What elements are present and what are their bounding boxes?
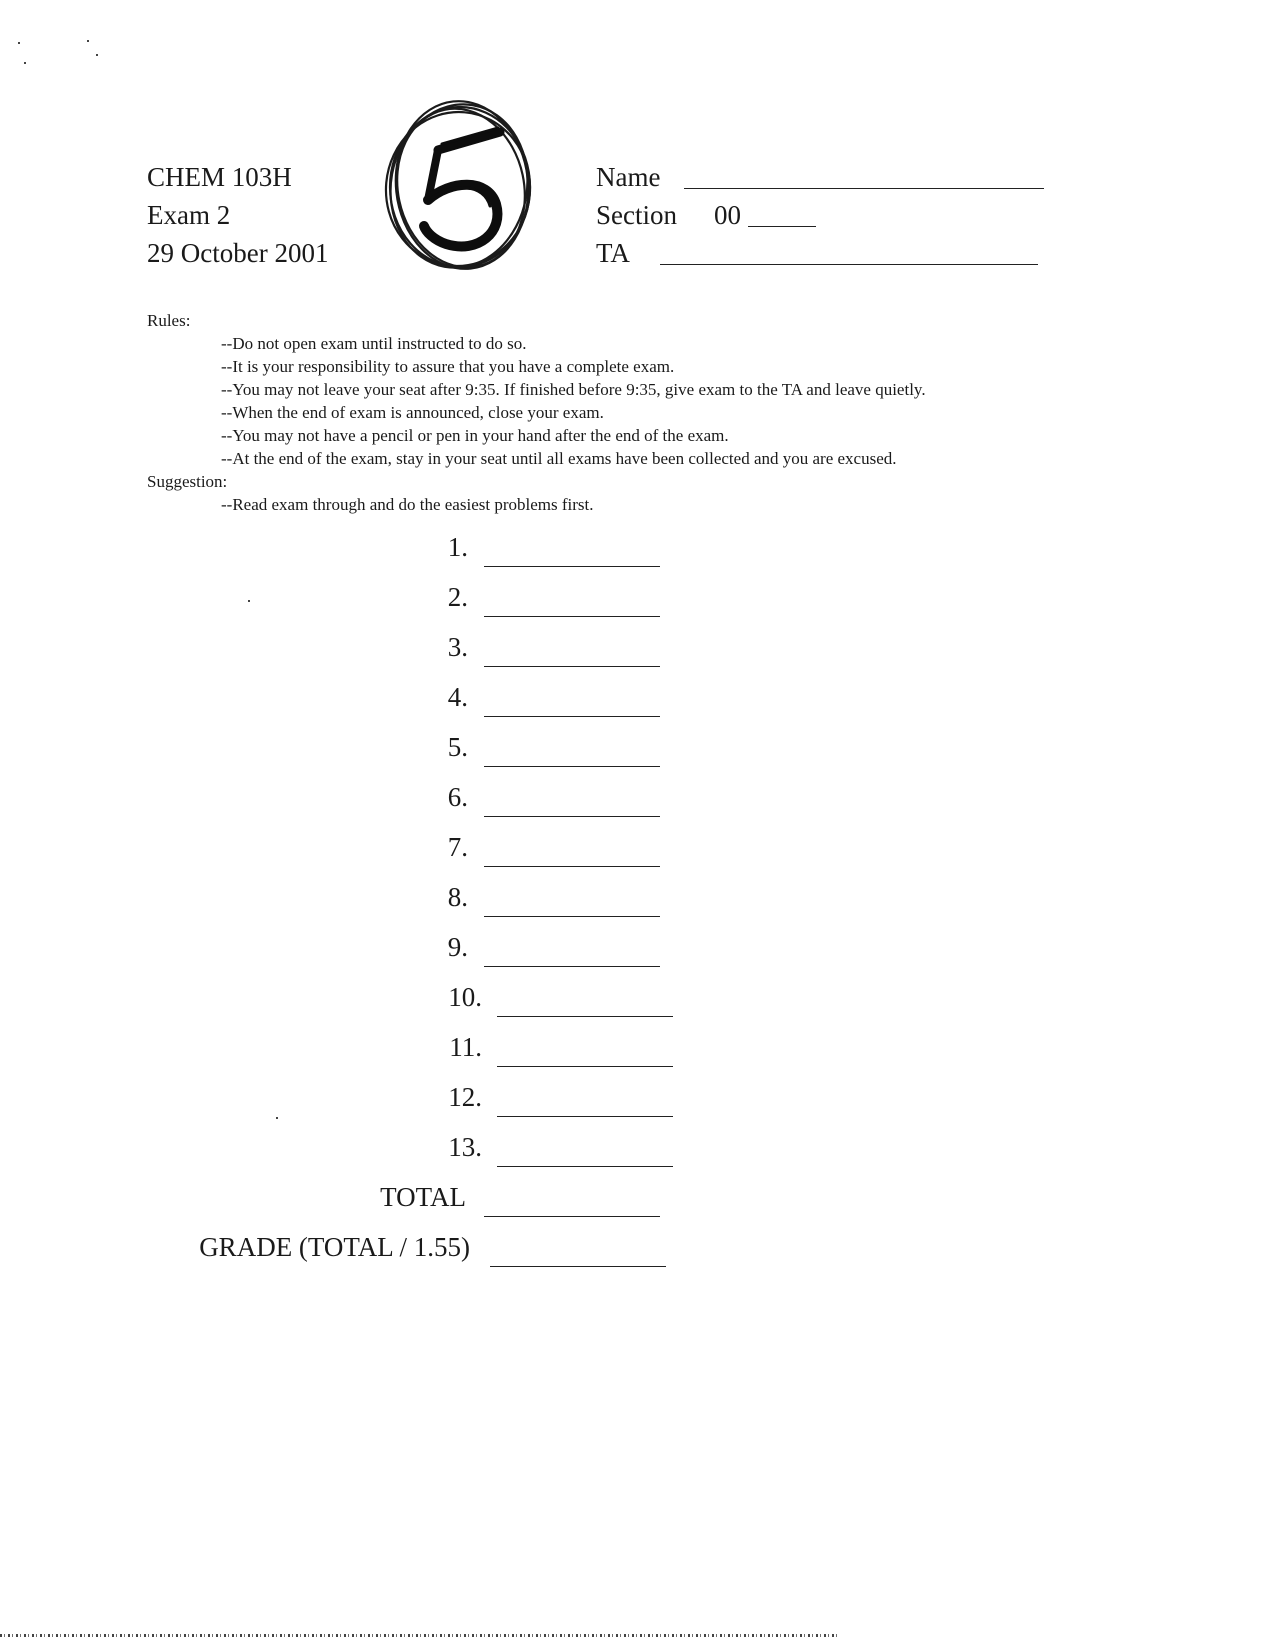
rule-item: --When the end of exam is announced, close your exam. (221, 403, 604, 422)
score-field[interactable] (497, 1166, 673, 1167)
score-row-11 (0, 1032, 1280, 1068)
scan-speck (96, 54, 98, 56)
problem-number: 2. (447, 582, 468, 612)
score-row-2 (0, 582, 1280, 618)
rules-section (147, 309, 926, 516)
score-field[interactable] (484, 666, 660, 667)
exam-header (147, 158, 328, 272)
rule-item: --You may not leave your seat after 9:35. If finished before 9:35, give exam to the TA and leave quietly. (221, 380, 926, 399)
score-field[interactable] (484, 616, 660, 617)
exam-number: Exam 2 (147, 200, 231, 230)
scan-edge-noise (0, 1634, 840, 1637)
ta-label: TA (596, 238, 630, 268)
ta-field[interactable] (660, 264, 1038, 265)
score-row-7 (0, 832, 1280, 868)
total-row (0, 1182, 1280, 1218)
score-field[interactable] (484, 816, 660, 817)
problem-number: 10. (448, 982, 482, 1012)
rule-item: --Do not open exam until instructed to do so. (221, 334, 527, 353)
score-row-6 (0, 782, 1280, 818)
score-row-5 (0, 732, 1280, 768)
problem-number: 9. (447, 932, 468, 962)
rule-item: --It is your responsibility to assure that you have a complete exam. (221, 357, 675, 376)
suggestion-item: --Read exam through and do the easiest problems first. (221, 495, 594, 514)
course-title: CHEM 103H (147, 162, 292, 192)
exam-date: 29 October 2001 (147, 238, 329, 268)
score-row-4 (0, 682, 1280, 718)
score-field[interactable] (484, 916, 660, 917)
rule-item: --At the end of the exam, stay in your seat until all exams have been collected and you are excused. (221, 449, 897, 468)
scan-speck (18, 42, 20, 44)
problem-number: 11. (449, 1032, 482, 1062)
problem-number: 3. (447, 632, 468, 662)
score-field[interactable] (497, 1066, 673, 1067)
score-field[interactable] (484, 966, 660, 967)
grade-row (0, 1232, 1280, 1268)
scan-speck (248, 600, 250, 602)
scan-speck (87, 40, 89, 42)
problem-number: 8. (447, 882, 468, 912)
problem-number: 12. (448, 1082, 482, 1112)
score-field[interactable] (484, 866, 660, 867)
score-field[interactable] (497, 1116, 673, 1117)
circled-five-icon (380, 92, 540, 282)
problem-number: 4. (447, 682, 468, 712)
grade-label: GRADE (TOTAL / 1.55) (199, 1232, 470, 1262)
score-row-10 (0, 982, 1280, 1018)
score-field[interactable] (497, 1016, 673, 1017)
problem-number: 13. (448, 1132, 482, 1162)
handwritten-score-mark (380, 92, 540, 282)
problem-number: 7. (447, 832, 468, 862)
score-row-13 (0, 1132, 1280, 1168)
score-row-3 (0, 632, 1280, 668)
total-label: TOTAL (380, 1182, 466, 1212)
score-row-9 (0, 932, 1280, 968)
score-row-8 (0, 882, 1280, 918)
score-field[interactable] (484, 566, 660, 567)
rules-heading: Rules: (147, 311, 191, 330)
problem-number: 1. (447, 532, 468, 562)
scan-speck (24, 62, 26, 64)
section-label: Section (596, 200, 677, 230)
section-value: 00 (714, 200, 741, 230)
name-label: Name (596, 162, 661, 192)
grade-field[interactable] (490, 1266, 666, 1267)
rule-item: --You may not have a pencil or pen in your hand after the end of the exam. (221, 426, 729, 445)
score-field[interactable] (484, 716, 660, 717)
problem-number: 6. (447, 782, 468, 812)
problem-number: 5. (447, 732, 468, 762)
score-row-12 (0, 1082, 1280, 1118)
scan-speck (276, 1117, 278, 1119)
total-field[interactable] (484, 1216, 660, 1217)
score-field[interactable] (484, 766, 660, 767)
section-field[interactable] (748, 226, 816, 227)
name-field[interactable] (684, 188, 1044, 189)
score-row-1 (0, 532, 1280, 568)
suggestion-heading: Suggestion: (147, 472, 228, 491)
